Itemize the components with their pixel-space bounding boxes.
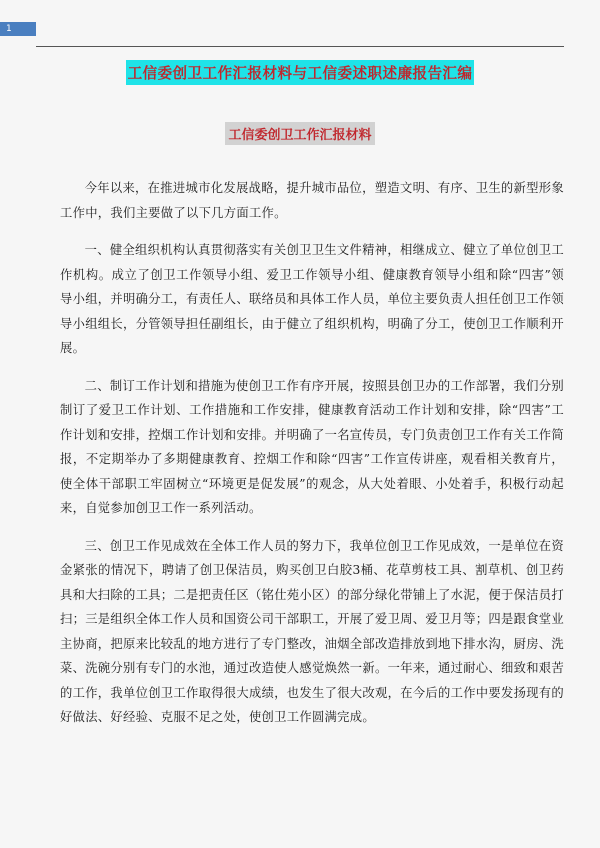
section-title-text: 工信委创卫工作汇报材料	[225, 122, 374, 145]
document-title	[0, 60, 600, 85]
section-title	[0, 122, 600, 145]
page-number-badge: 1	[0, 22, 36, 36]
header-divider	[36, 46, 564, 47]
paragraph: 今年以来，在推进城市化发展战略，提升城市品位，塑造文明、有序、卫生的新型形象工作中，我们主要做了以下几方面工作。	[60, 181, 564, 220]
paragraph: 二、制订工作计划和措施为使创卫工作有序开展，按照县创卫办的工作部署，我们分别制订了爱卫工作计划、工作措施和工作安排，健康教育活动工作计划和安排，除“四害”工作计划和安排，控烟工作计划和安排。并明确了一名宣传员，专门负责创卫工作有关工作简报，不定期举办了多期健康教育、控烟工作和除“四害”工作宣传讲座，观看相关教育片，使全体干部职工牢固树立“环境更是促发展”的观念，从大处着眼、小处着手，积极行动起来，自觉参加创卫工作一系列活动。	[60, 378, 564, 515]
paragraph: 三、创卫工作见成效在全体工作人员的努力下，我单位创卫工作见成效，一是单位在资金紧张的情况下，聘请了创卫保洁员，购买创卫白胶3桶、花草剪枝工具、割草机、创卫药具和大扫除的工具；二是把责任区（铭仕苑小区）的部分绿化带铺上了水泥，便于保洁员打扫；三是组织全体工作人员和国资公司干部职工，开展了爱卫周、爱卫月等；四是跟食堂业主协商，把原来比较乱的地方进行了专门整改，油烟全部改造排放到地下排水沟，厨房、洗菜、洗碗分别有专门的水池，通过改造使人感觉焕然一新。一年来，通过耐心、细致和艰苦的工作，我单位创卫工作取得很大成绩，也发生了很大改观，在今后的工作中要发扬现有的好做法、好经验、克服不足之处，使创卫工作圆满完成。	[60, 538, 564, 724]
document-title-text: 工信委创卫工作汇报材料与工信委述职述廉报告汇编	[126, 60, 475, 85]
body-text	[60, 176, 564, 743]
paragraph: 一、健全组织机构认真贯彻落实有关创卫卫生文件精神，相继成立、健立了单位创卫工作机构。成立了创卫工作领导小组、爱卫工作领导小组、健康教育领导小组和除“四害”领导小组，并明确分工，有责任人、联络员和具体工作人员，单位主要负责人担任创卫工作领导小组组长，分管领导担任副组长，由于健立了组织机构，明确了分工，使创卫工作顺利开展。	[60, 243, 564, 355]
